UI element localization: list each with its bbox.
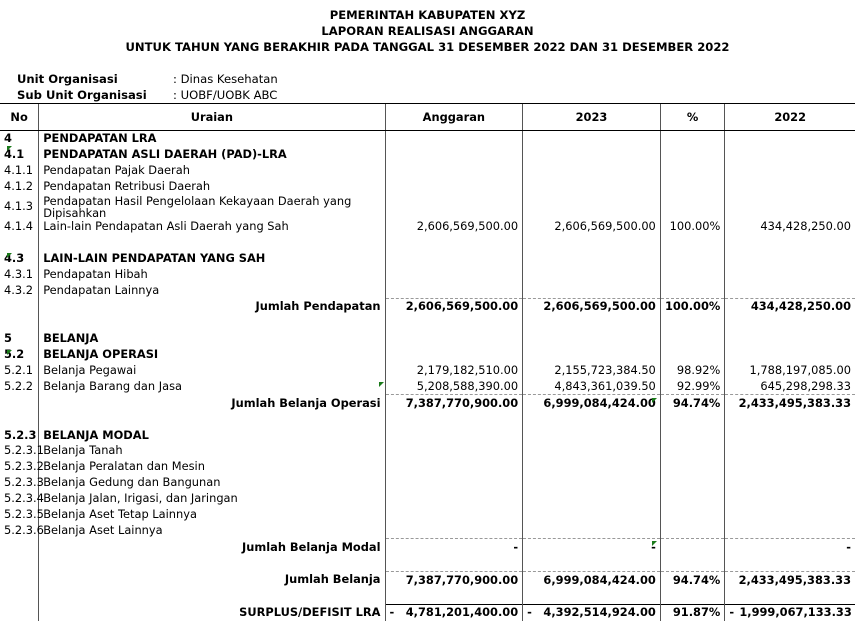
percent-cell xyxy=(660,282,725,298)
row-number: 5.2.1 xyxy=(4,363,33,378)
percent-cell xyxy=(660,131,725,147)
realisasi-2023-cell: 4,843,361,039.50 xyxy=(523,378,661,394)
cell-comment-marker xyxy=(7,253,12,258)
realisasi-2023-cell xyxy=(523,131,661,147)
anggaran-cell xyxy=(385,282,523,298)
row-description: LAIN-LAIN PENDAPATAN YANG SAH xyxy=(39,250,385,266)
row-description: Belanja Gedung dan Bangunan xyxy=(39,475,385,491)
row-description: Pendapatan Hasil Pengelolaan Kekayaan Daerah yang Dipisahkan xyxy=(39,195,385,219)
realisasi-2023-cell: 2,155,723,384.50 xyxy=(523,363,661,379)
total-row xyxy=(0,395,855,411)
row-number: 5 xyxy=(4,331,12,346)
realisasi-2023-cell xyxy=(523,179,661,195)
percent-cell: 98.92% xyxy=(660,363,725,379)
budget-realization-table xyxy=(0,103,855,621)
anggaran-cell xyxy=(385,443,523,459)
anggaran-cell xyxy=(385,507,523,523)
table-row xyxy=(0,147,855,163)
minus-sign: - xyxy=(389,605,395,620)
anggaran-cell: 4,781,201,400.00 - xyxy=(385,604,523,620)
table-row xyxy=(0,250,855,266)
anggaran-cell xyxy=(385,588,523,604)
row-description: Belanja Barang dan Jasa xyxy=(39,378,385,394)
row-description: Belanja Peralatan dan Mesin xyxy=(39,459,385,475)
realisasi-2022-cell: 434,428,250.00 xyxy=(725,299,855,315)
anggaran-cell xyxy=(385,250,523,266)
anggaran-cell xyxy=(385,179,523,195)
column-header-anggaran: Anggaran xyxy=(385,104,523,131)
table-row xyxy=(0,475,855,491)
column-header-2022: 2022 xyxy=(725,104,855,131)
table-row xyxy=(0,315,855,331)
row-description: Jumlah Belanja Operasi xyxy=(39,395,385,411)
row-description: Jumlah Pendapatan xyxy=(39,299,385,315)
row-number: 5.2.3.1 xyxy=(4,443,44,458)
percent-cell: 94.74% xyxy=(660,572,725,588)
realisasi-2022-cell xyxy=(725,459,855,475)
realisasi-2023-cell: 6,999,084,424.00 xyxy=(523,572,661,588)
column-header-percent: % xyxy=(660,104,725,131)
percent-cell xyxy=(660,427,725,443)
anggaran-cell xyxy=(385,266,523,282)
realisasi-2022-cell: 1,999,067,133.33 - xyxy=(725,604,855,620)
realisasi-2023-cell: - xyxy=(523,539,661,555)
row-number xyxy=(0,315,39,331)
cell-comment-marker xyxy=(7,146,12,151)
row-number xyxy=(0,555,39,571)
realisasi-2022-cell xyxy=(725,282,855,298)
unit-organisasi-value: : Dinas Kesehatan xyxy=(173,72,278,86)
row-description: SURPLUS/DEFISIT LRA xyxy=(39,604,385,620)
realisasi-2022-cell xyxy=(725,427,855,443)
row-number: 5.2.2 xyxy=(4,379,33,394)
row-number: 4 xyxy=(4,131,12,146)
anggaran-cell xyxy=(385,347,523,363)
realisasi-2022-cell xyxy=(725,507,855,523)
percent-cell xyxy=(660,147,725,163)
row-description: Belanja Tanah xyxy=(39,443,385,459)
realisasi-2023-cell xyxy=(523,459,661,475)
anggaran-cell xyxy=(385,491,523,507)
row-description: Lain-lain Pendapatan Asli Daerah yang Sah xyxy=(39,219,385,235)
realisasi-2023-cell xyxy=(523,266,661,282)
realisasi-2022-cell: 645,298,298.33 xyxy=(725,378,855,394)
row-number: 4.1.1 xyxy=(4,163,33,178)
realisasi-2022-cell xyxy=(725,588,855,604)
anggaran-cell xyxy=(385,195,523,219)
sub-unit-label: Sub Unit Organisasi xyxy=(17,88,147,102)
realisasi-2023-cell xyxy=(523,331,661,347)
row-description xyxy=(39,315,385,331)
anggaran-cell xyxy=(385,459,523,475)
realisasi-2022-cell: 434,428,250.00 xyxy=(725,219,855,235)
realisasi-2022-cell: 2,433,495,383.33 xyxy=(725,395,855,411)
row-number: 4.1 xyxy=(4,147,25,162)
realisasi-2023-cell xyxy=(523,147,661,163)
realisasi-2023-cell xyxy=(523,234,661,250)
realisasi-2022-cell xyxy=(725,491,855,507)
table-row xyxy=(0,459,855,475)
realisasi-2023-cell xyxy=(523,411,661,427)
table-row xyxy=(0,179,855,195)
percent-cell xyxy=(660,250,725,266)
realisasi-2022-cell xyxy=(725,443,855,459)
percent-cell xyxy=(660,443,725,459)
anggaran-cell xyxy=(385,131,523,147)
row-description: Jumlah Belanja Modal xyxy=(39,539,385,555)
row-number xyxy=(0,572,39,588)
anggaran-cell: 2,179,182,510.00 xyxy=(385,363,523,379)
row-number: 5.2.3.2 xyxy=(4,459,44,474)
cell-comment-marker xyxy=(652,398,657,403)
row-number: 5.2.3 xyxy=(4,427,37,442)
anggaran-cell: - xyxy=(385,539,523,555)
minus-sign: - xyxy=(527,605,532,620)
total-row xyxy=(0,572,855,588)
row-description: PENDAPATAN LRA xyxy=(39,131,385,147)
row-number: 5.2.3.6 xyxy=(4,523,44,538)
percent-cell xyxy=(660,555,725,571)
percent-cell: 100.00% xyxy=(660,219,725,235)
table-row xyxy=(0,282,855,298)
realisasi-2022-cell xyxy=(725,411,855,427)
realisasi-2022-cell xyxy=(725,163,855,179)
table-row xyxy=(0,588,855,604)
realisasi-2022-cell: - xyxy=(725,539,855,555)
realisasi-2023-cell xyxy=(523,427,661,443)
realisasi-2023-cell xyxy=(523,475,661,491)
percent-cell xyxy=(660,411,725,427)
table-row xyxy=(0,163,855,179)
percent-cell: 91.87% xyxy=(660,604,725,620)
percent-cell: 92.99% xyxy=(660,378,725,394)
realisasi-2022-cell xyxy=(725,147,855,163)
percent-cell xyxy=(660,507,725,523)
realisasi-2022-cell xyxy=(725,315,855,331)
realisasi-2022-cell xyxy=(725,250,855,266)
anggaran-cell xyxy=(385,147,523,163)
anggaran-cell xyxy=(385,411,523,427)
row-description: BELANJA MODAL xyxy=(39,427,385,443)
percent-cell xyxy=(660,179,725,195)
anggaran-cell xyxy=(385,522,523,538)
cell-comment-marker xyxy=(379,382,384,387)
total-row xyxy=(0,604,855,620)
realisasi-2023-cell xyxy=(523,522,661,538)
realisasi-2022-cell xyxy=(725,234,855,250)
table-row xyxy=(0,347,855,363)
percent-cell xyxy=(660,491,725,507)
realisasi-2023-cell xyxy=(523,282,661,298)
row-number: 4.3.2 xyxy=(4,282,33,297)
realisasi-2023-cell xyxy=(523,491,661,507)
table-row xyxy=(0,331,855,347)
anggaran-cell xyxy=(385,555,523,571)
row-description xyxy=(39,411,385,427)
percent-cell: 100.00% xyxy=(660,299,725,315)
anggaran-cell: 2,606,569,500.00 xyxy=(385,299,523,315)
realisasi-2022-cell xyxy=(725,266,855,282)
row-description: Belanja Jalan, Irigasi, dan Jaringan xyxy=(39,491,385,507)
percent-cell xyxy=(660,195,725,219)
table-body xyxy=(0,131,855,621)
anggaran-cell: 7,387,770,900.00 xyxy=(385,395,523,411)
total-row xyxy=(0,299,855,315)
realisasi-2023-cell: 4,392,514,924.00 - xyxy=(523,604,661,620)
anggaran-cell xyxy=(385,315,523,331)
anggaran-cell xyxy=(385,163,523,179)
cell-comment-marker xyxy=(7,350,12,355)
row-description: Pendapatan Retribusi Daerah xyxy=(39,179,385,195)
table-row xyxy=(0,427,855,443)
percent-cell xyxy=(660,588,725,604)
row-description xyxy=(39,234,385,250)
anggaran-cell xyxy=(385,475,523,491)
row-number: 5.2 xyxy=(4,347,25,362)
anggaran-cell xyxy=(385,331,523,347)
minus-sign: - xyxy=(729,605,735,620)
row-description: BELANJA OPERASI xyxy=(39,347,385,363)
table-row xyxy=(0,507,855,523)
realisasi-2022-cell xyxy=(725,522,855,538)
realisasi-2022-cell xyxy=(725,347,855,363)
realisasi-2023-cell: 6,999,084,424.00 xyxy=(523,395,661,411)
row-number: 4.1.4 xyxy=(4,219,33,233)
realisasi-2023-cell: 2,606,569,500.00 xyxy=(523,299,661,315)
table-row xyxy=(0,266,855,282)
anggaran-cell: 7,387,770,900.00 xyxy=(385,572,523,588)
row-number: 4.1.3 xyxy=(4,199,33,214)
realisasi-2023-cell xyxy=(523,250,661,266)
column-header-uraian: Uraian xyxy=(39,104,385,131)
realisasi-2023-cell xyxy=(523,195,661,219)
cell-comment-marker xyxy=(652,541,657,546)
realisasi-2023-cell: 2,606,569,500.00 xyxy=(523,219,661,235)
percent-cell xyxy=(660,266,725,282)
report-government-title: PEMERINTAH KABUPATEN XYZ xyxy=(329,8,526,22)
percent-cell xyxy=(660,475,725,491)
realisasi-2022-cell xyxy=(725,331,855,347)
row-number xyxy=(0,395,39,411)
row-number: 4.1.2 xyxy=(4,179,33,194)
percent-cell xyxy=(660,539,725,555)
percent-cell xyxy=(660,331,725,347)
row-number xyxy=(0,588,39,604)
row-number xyxy=(0,411,39,427)
row-description: PENDAPATAN ASLI DAERAH (PAD)-LRA xyxy=(39,147,385,163)
column-header-no: No xyxy=(0,104,39,131)
row-description: Pendapatan Pajak Daerah xyxy=(39,163,385,179)
row-description xyxy=(39,588,385,604)
table-row xyxy=(0,131,855,147)
row-number: 4.3 xyxy=(4,250,25,265)
row-description: Pendapatan Lainnya xyxy=(39,282,385,298)
row-description: Belanja Pegawai xyxy=(39,363,385,379)
row-description: Belanja Aset Lainnya xyxy=(39,522,385,538)
table-row xyxy=(0,195,855,219)
table-row xyxy=(0,522,855,538)
percent-cell xyxy=(660,459,725,475)
report-period: UNTUK TAHUN YANG BERAKHIR PADA TANGGAL 31 DESEMBER 2022 DAN 31 DESEMBER 2022 xyxy=(125,40,730,54)
row-description xyxy=(39,555,385,571)
row-description: Jumlah Belanja xyxy=(39,572,385,588)
realisasi-2023-cell xyxy=(523,555,661,571)
realisasi-2023-cell xyxy=(523,163,661,179)
anggaran-cell: 5,208,588,390.00 xyxy=(385,378,523,394)
realisasi-2023-cell xyxy=(523,315,661,331)
realisasi-2023-cell xyxy=(523,347,661,363)
realisasi-2022-cell xyxy=(725,131,855,147)
percent-cell xyxy=(660,347,725,363)
realisasi-2023-cell xyxy=(523,507,661,523)
row-number: 5.2.3.3 xyxy=(4,475,44,490)
report-title: LAPORAN REALISASI ANGGARAN xyxy=(321,24,534,38)
realisasi-2023-cell xyxy=(523,443,661,459)
percent-cell xyxy=(660,163,725,179)
realisasi-2022-cell xyxy=(725,195,855,219)
unit-organisasi-label: Unit Organisasi xyxy=(17,72,118,86)
percent-cell xyxy=(660,234,725,250)
realisasi-2022-cell: 1,788,197,085.00 xyxy=(725,363,855,379)
row-description: Pendapatan Hibah xyxy=(39,266,385,282)
realisasi-2022-cell xyxy=(725,179,855,195)
table-row xyxy=(0,491,855,507)
percent-cell: 94.74% xyxy=(660,395,725,411)
row-number: 5.2.3.4 xyxy=(4,491,44,506)
anggaran-cell: 2,606,569,500.00 xyxy=(385,219,523,235)
anggaran-cell xyxy=(385,234,523,250)
table-row xyxy=(0,443,855,459)
percent-cell xyxy=(660,522,725,538)
row-number xyxy=(0,604,39,620)
realisasi-2022-cell: 2,433,495,383.33 xyxy=(725,572,855,588)
row-number: 4.3.1 xyxy=(4,266,33,281)
table-row xyxy=(0,363,855,379)
table-row xyxy=(0,411,855,427)
table-row xyxy=(0,555,855,571)
table-header-row xyxy=(0,104,855,131)
anggaran-cell xyxy=(385,427,523,443)
percent-cell xyxy=(660,315,725,331)
table-row xyxy=(0,219,855,235)
realisasi-2022-cell xyxy=(725,475,855,491)
realisasi-2022-cell xyxy=(725,555,855,571)
row-number xyxy=(0,234,39,250)
table-row xyxy=(0,234,855,250)
row-description: BELANJA xyxy=(39,331,385,347)
row-number xyxy=(0,299,39,315)
row-number xyxy=(0,539,39,555)
column-header-2023: 2023 xyxy=(523,104,661,131)
row-number: 5.2.3.5 xyxy=(4,507,44,522)
table-row xyxy=(0,378,855,394)
sub-unit-value: : UOBF/UOBK ABC xyxy=(173,88,278,102)
row-description: Belanja Aset Tetap Lainnya xyxy=(39,507,385,523)
realisasi-2023-cell xyxy=(523,588,661,604)
total-row xyxy=(0,539,855,555)
